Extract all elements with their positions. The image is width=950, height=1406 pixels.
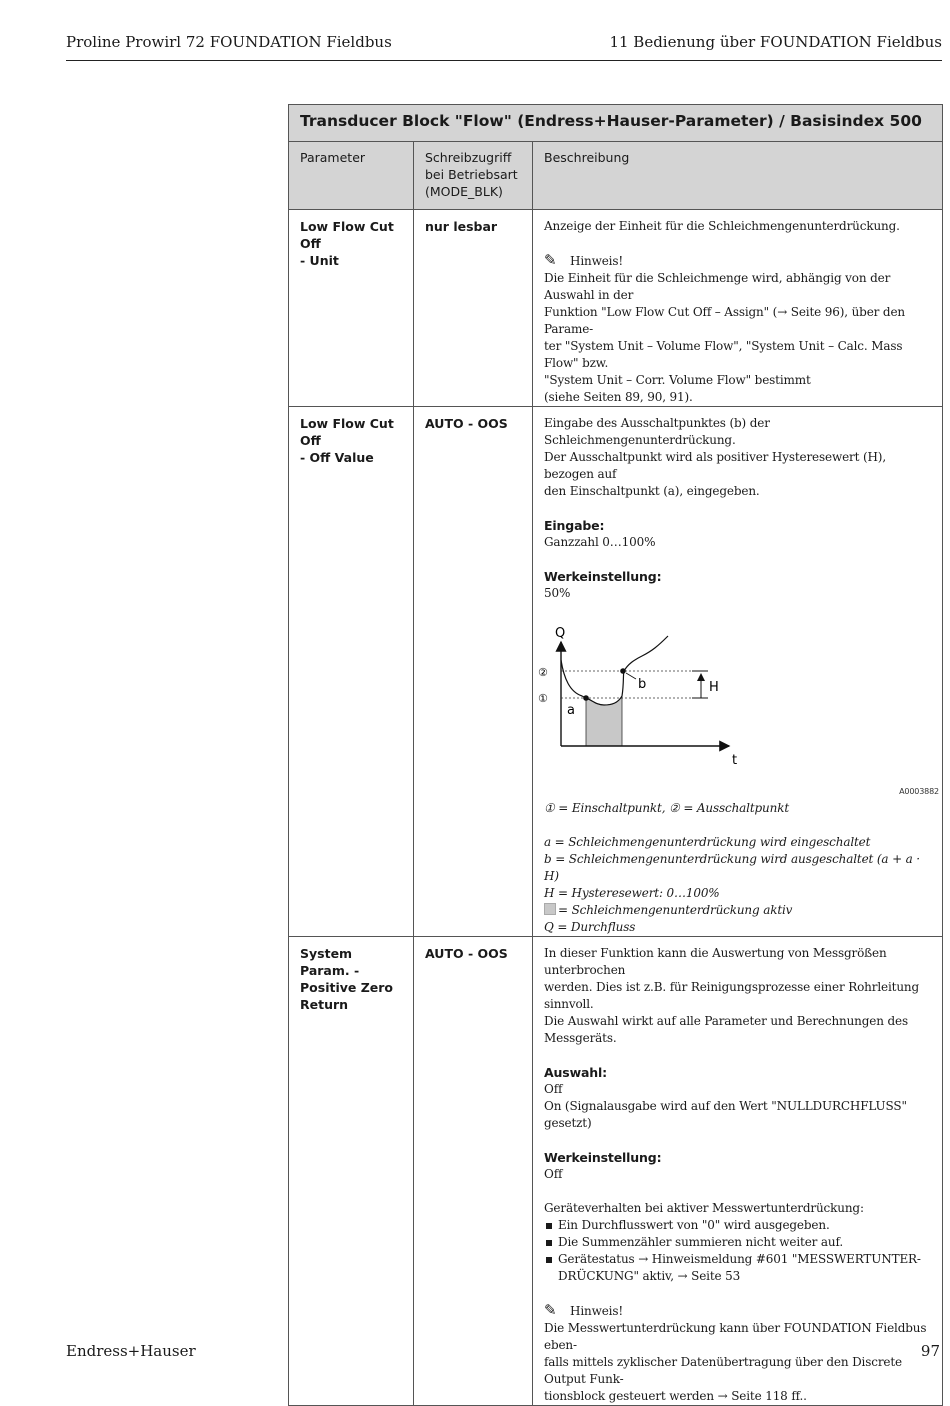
write-access: AUTO - OOS [414,937,533,1406]
marker-on-label: ① [538,692,548,705]
parameter-name: Low Flow Cut Off - Unit [289,210,414,407]
list-item: Die Summenzähler summieren nicht weiter auf. [544,1234,936,1251]
y-axis-label: Q [555,626,566,641]
pencil-note-icon: ✎ [544,251,557,269]
x-axis-label: t [732,753,737,768]
hysteresis-label: H [709,680,719,695]
transducer-block-table [288,104,943,1406]
flow-curve [561,636,668,705]
arrow-right-icon: → [777,305,788,319]
low-flow-cutoff-diagram [538,624,939,800]
column-header-write-access: Schreibzugriff bei Betriebsart (MODE_BLK) [414,142,533,210]
parameter-name: Low Flow Cut Off - Off Value [289,407,414,937]
parameter-name: System Param. - Positive Zero Return [289,937,414,1406]
point-b-label: b [638,677,647,692]
list-item: Ein Durchflusswert von "0" wird ausgegeben. [544,1217,936,1234]
pencil-note-icon: ✎ [544,1301,557,1319]
list-item: Gerätestatus → Hinweismeldung #601 "MESSWERTUNTER- DRÜCKUNG" aktiv, → Seite 53 [544,1251,936,1285]
description: Eingabe des Ausschaltpunktes (b) der Schleichmengenunterdrückung. Der Ausschaltpunkt wird als positiver Hysteresewert (H), bezogen auf den Einschaltpunkt (a), eingegeben. Eingabe: Ganzzahl 0…100% Werkeinstellung: 50% Q t ② ① a b H A0003882 ① = Einschaltpunkt, ② = Ausschaltpunkt a = Schleichmengenunterdrückung wird eingeschaltet b = Schleichmengenunterdrückung wird ausgeschaltet (a + a · H) H = Hysteresewert: 0…100% = Schleichmengenunterdrückung aktiv Q = Durchfluss [533,407,943,937]
switch-off-point [620,668,626,674]
write-access: nur lesbar [414,210,533,407]
arrow-right-icon: → [677,1269,688,1283]
page-number: 97 [920,1342,940,1360]
point-a-label: a [567,703,575,718]
description: Anzeige der Einheit für die Schleichmengenunterdrückung. ✎ Hinweis! Die Einheit für die Schleichmenge wird, abhängig von der Auswahl in der Funktion "Low Flow Cut Off – Assign" (→ Seite 96), über den Parame- ter "System Unit – Volume Flow", "System Unit – Calc. Mass Flow" bzw. "System Unit – Corr. Volume Flow" bestimmt (siehe Seiten 89, 90, 91). [533,210,943,407]
description: In dieser Funktion kann die Auswertung von Messgrößen unterbrochen werden. Dies ist z.B. für Reinigungsprozesse einer Rohrleitung sinnvoll. Die Auswahl wirkt auf alle Parameter und Berechnungen des Messgeräts. Auswahl: Off On (Signalausgabe wird auf den Wert "NULLDURCHFLUSS" gesetzt) Werkeinstellung: Off Geräteverhalten bei aktiver Messwertunterdrückung: Ein Durchflusswert von "0" wird ausgegeben. Die Summenzähler summieren nicht weiter auf. Gerätestatus → Hinweismeldung #601 "MESSWERTUNTER- DRÜCKUNG" aktiv, → Seite 53 ✎ Hinweis! Die Messwertunterdrückung kann über FOUNDATION Fieldbus eben- falls mittels zyklischer Datenübertragung über den Discrete Output Funk- tionsblock gesteuert werden → Seite 118 ff.. [533,937,943,1406]
running-header-title: Proline Prowirl 72 FOUNDATION Fieldbus [66,33,392,51]
marker-off-label: ② [538,666,548,679]
running-header-chapter: 11 Bedienung über FOUNDATION Fieldbus [609,33,942,51]
table-row [289,210,943,407]
header-rule [66,60,942,61]
column-header-description: Beschreibung [533,142,943,210]
figure-code: A0003882 [899,787,939,796]
footer-brand: Endress+Hauser [66,1342,196,1360]
table-row [289,937,943,1406]
table-title: Transducer Block "Flow" (Endress+Hauser-Parameter) / Basisindex 500 [289,105,943,142]
shaded-area-swatch [544,903,556,915]
arrow-right-icon: → [717,1389,728,1403]
write-access: AUTO - OOS [414,407,533,937]
switch-on-point [583,695,589,701]
column-header-parameter: Parameter [289,142,414,210]
table-row [289,407,943,937]
active-area [586,696,622,746]
